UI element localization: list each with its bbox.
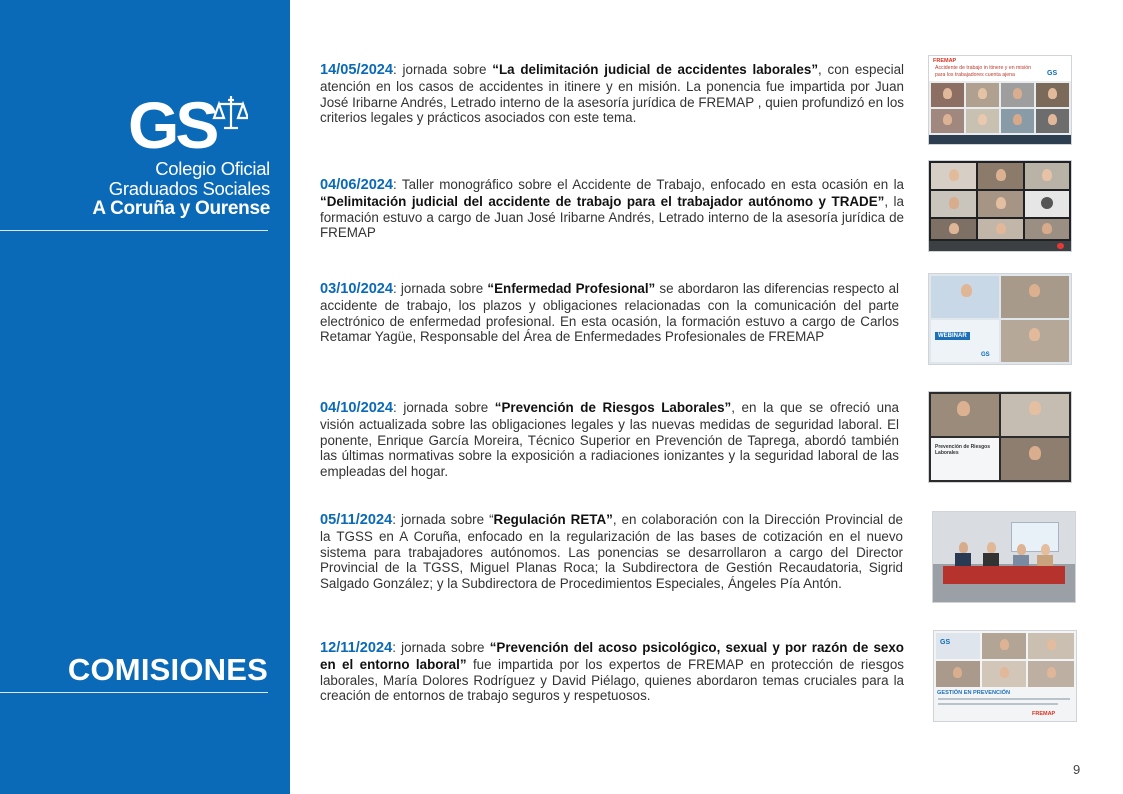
fremap-label: FREMAP — [1032, 711, 1056, 717]
entry-text: , con especial atención en los casos de accidentes in itinere y en misión. La ponencia fue impartida por Juan José Iribarne Andrés, Letrado interno de la asesoría jurídica de FREMAP , quien profundizó en los criterios legales y prácticos asociados con este tema. — [320, 62, 904, 126]
entry-2024-05-14 — [320, 62, 904, 126]
section-title: COMISIONES — [67, 652, 268, 687]
logo-text-line-1: Colegio Oficial — [155, 158, 270, 179]
entry-date: 03/10/2024 — [320, 281, 394, 297]
entry-date: 05/11/2024 — [320, 512, 393, 528]
entry-text: : jornada sobre — [393, 62, 493, 77]
entry-topic: Regulación RETA” — [493, 512, 613, 527]
entry-date: 04/10/2024 — [320, 400, 394, 416]
sidebar — [0, 0, 290, 794]
gs-mark: GS — [940, 639, 951, 646]
photo-webinar-2024-11-12 — [933, 630, 1077, 722]
photo-conference-2024-11-05 — [932, 511, 1076, 603]
entry-2024-11-12 — [320, 640, 904, 704]
entry-date: 12/11/2024 — [320, 640, 393, 656]
entry-topic: “Prevención de Riesgos Laborales” — [494, 400, 732, 415]
slide-caption: GESTIÓN EN PREVENCIÓN — [937, 690, 1011, 696]
entry-text: : jornada sobre “ — [392, 512, 494, 527]
entry-text: : jornada sobre — [392, 640, 490, 655]
entry-text: se abordaron las diferencias respecto al accidente de trabajo, los plazos y obligaciones relacionadas con la comunicación del parte electrónico de enfermedad profesional. En esta ocasión, la formación estuvo a cargo de Carlos Retamar Yagüe, Responsable del Área de Enfermedades Profesionales de FREMAP — [320, 281, 899, 345]
slide-title: Prevención de Riesgos Laborales — [935, 444, 991, 456]
photo-webinar-2024-10-03 — [928, 273, 1072, 365]
slide-caption: para los trabajadores cuenta ajena — [935, 72, 1015, 78]
entry-date: 04/06/2024 — [320, 177, 394, 193]
entry-date: 14/05/2024 — [320, 62, 394, 78]
gs-scales-logo-icon — [128, 92, 248, 154]
entry-2024-06-04 — [320, 177, 904, 241]
photo-videocall-2024-05-14 — [928, 55, 1072, 145]
divider-bottom — [0, 692, 268, 693]
page-number: 9 — [1073, 762, 1081, 777]
slide-caption: Accidente de trabajo in itinere y en misión — [935, 65, 1032, 71]
entry-topic: “La delimitación judicial de accidentes laborales” — [492, 62, 819, 77]
webinar-banner: WEBINAR — [935, 332, 970, 340]
photo-videocall-2024-06-04 — [928, 160, 1072, 252]
gs-mark: GS — [1047, 70, 1058, 77]
entry-text: : jornada sobre — [393, 400, 495, 415]
entry-text: fue impartida por los expertos de FREMAP en protección de riesgos laborales, María Dolores Rodríguez y David Piélago, quienes abordaron temas cruciales para la creación de entornos de trabajo seguros y respetuosos. — [320, 656, 904, 704]
entry-topic: “Delimitación judicial del accidente de trabajo para el trabajador autónomo y TRADE” — [320, 193, 885, 209]
entry-text: : jornada sobre — [393, 281, 488, 296]
entry-topic: “Prevención del acoso psicológico, sexual y por razón de sexo en el entorno laboral” — [320, 640, 904, 672]
gs-mark: GS — [981, 352, 990, 358]
entry-text: , en la que se ofreció una visión actualizada sobre las obligaciones legales y las nuevas medidas de seguridad laboral. El ponente, Enrique García Moreira, Técnico Superior en Prevención de Taprega, abordó también las últimas normativas sobre la exposición a radiaciones ionizantes y la seguridad laboral de las empleadas del hogar. — [320, 400, 899, 480]
entry-2024-10-04 — [320, 400, 899, 480]
entry-text: , en colaboración con la Dirección Provincial de la TGSS en A Coruña, enfocado en la regularización de las bases de cotización en el nuevo sistema para trabajadores autónomos. Las ponencias se desarrollaron a cargo del Director Provincial de la TGSS, Miguel Planas Roca; la Subdirectora de Gestión Recaudatoria, Sigrid Salgado González; y la Subdirectora de Procedimientos Especiales, Ángeles Pía Antón. — [320, 512, 903, 592]
fremap-label: FREMAP — [933, 58, 957, 64]
entry-text: : Taller monográfico sobre el Accidente de Trabajo, enfocado en esta ocasión en la — [393, 177, 904, 192]
entry-2024-11-05 — [320, 512, 903, 592]
divider-top — [0, 230, 268, 231]
svg-text:GS: GS — [128, 92, 216, 154]
photo-webinar-2024-10-04 — [928, 391, 1072, 483]
entry-2024-10-03 — [320, 281, 899, 345]
logo-text-line-2: Graduados Sociales — [108, 178, 270, 199]
entry-text: , la formación estuvo a cargo de Juan José Iribarne Andrés, Letrado interno de la asesoría jurídica de FREMAP — [320, 193, 904, 241]
entry-topic: “Enfermedad Profesional” — [487, 281, 656, 296]
logo-text-line-3: A Coruña y Ourense — [92, 198, 270, 219]
